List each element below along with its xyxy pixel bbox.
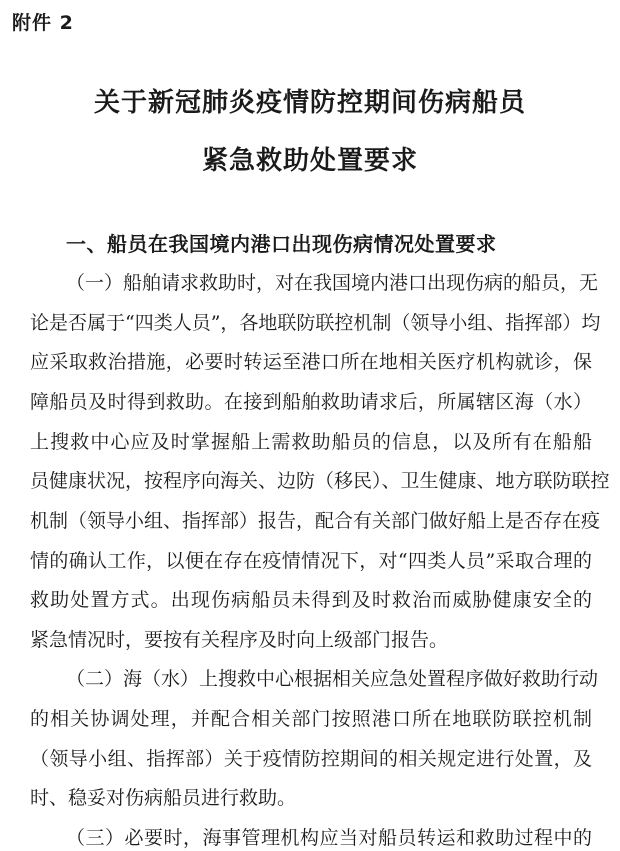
paragraph-2-line: （领导小组、指挥部）关于疫情防控期间的相关规定进行处置，及 (30, 748, 592, 770)
paragraph-1-line: 员健康状况，按程序向海关、边防（移民）、卫生健康、地方联防联控 (30, 470, 610, 492)
paragraph-1-line: 情的确认工作，以便在存在疫情情况下，对“四类人员”采取合理的 (30, 550, 592, 572)
paragraph-2-line: 时、稳妥对伤病船员进行救助。 (30, 787, 297, 809)
paragraph-1-line: 救助处置方式。出现伤病船员未得到及时救治而威胁健康安全的 (30, 589, 592, 611)
paragraph-1-line: 机制（领导小组、指挥部）报告，配合有关部门做好船上是否存在疫 (30, 510, 601, 532)
paragraph-1-line: 上搜救中心应及时掌握船上需救助船员的信息，以及所有在船船 (30, 431, 592, 453)
paragraph-1-line: 障船员及时得到救助。在接到船舶救助请求后，所属辖区海（水） (30, 391, 592, 413)
document-title-line-2: 紧急救助处置要求 (201, 146, 418, 176)
paragraph-1-line: 应采取救治措施，必要时转运至港口所在地相关医疗机构就诊，保 (30, 351, 592, 373)
attachment-label: 附件 2 (12, 12, 74, 34)
document-title-line-1: 关于新冠肺炎疫情防控期间伤病船员 (93, 88, 526, 118)
section-heading: 一、船员在我国境内港口出现伤病情况处置要求 (66, 232, 497, 256)
paragraph-2-line: 的相关协调处理，并配合相关部门按照港口所在地联防联控机制 (30, 708, 592, 730)
paragraph-1-line: 论是否属于“四类人员”，各地联防联控机制（领导小组、指挥部）均 (30, 312, 601, 334)
paragraph-3-line: （三）必要时，海事管理机构应当对船员转运和救助过程中的 (66, 827, 592, 849)
paragraph-2-line: （二）海（水）上搜救中心根据相关应急处置程序做好救助行动 (66, 668, 599, 690)
paragraph-1-line: （一）船舶请求救助时，对在我国境内港口出现伤病的船员，无 (66, 272, 599, 294)
paragraph-1-line: 紧急情况时，要按有关程序及时向上级部门报告。 (30, 629, 449, 651)
